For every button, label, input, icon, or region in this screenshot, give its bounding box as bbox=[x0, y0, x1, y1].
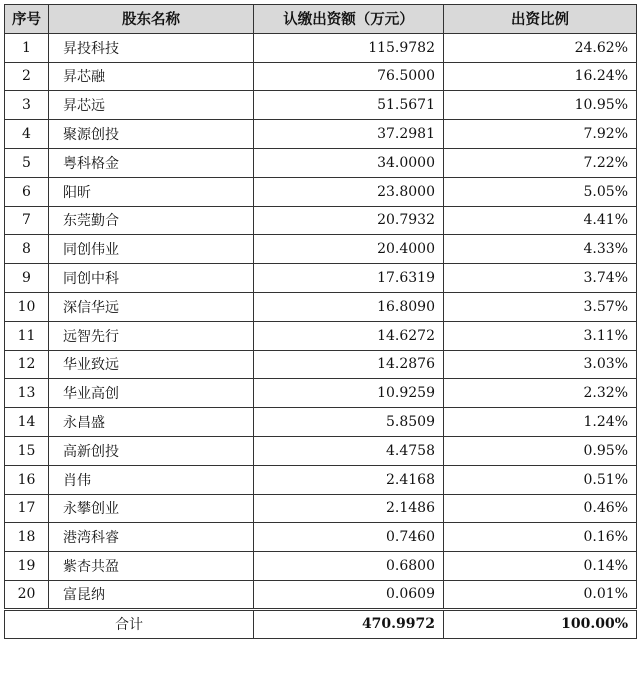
table-row bbox=[5, 321, 637, 350]
row-shareholder-name: 聚源创投 bbox=[49, 120, 254, 149]
header-index: 序号 bbox=[5, 5, 49, 34]
table-row bbox=[5, 580, 637, 609]
row-subscribed-amount: 23.8000 bbox=[254, 177, 444, 206]
row-shareholder-name: 华业高创 bbox=[49, 379, 254, 408]
table-row bbox=[5, 408, 637, 437]
row-index: 3 bbox=[5, 91, 49, 120]
row-shareholder-name: 紫杏共盈 bbox=[49, 552, 254, 581]
row-shareholder-name: 阳昕 bbox=[49, 177, 254, 206]
row-contribution-ratio: 1.24% bbox=[444, 408, 637, 437]
row-contribution-ratio: 10.95% bbox=[444, 91, 637, 120]
row-subscribed-amount: 34.0000 bbox=[254, 148, 444, 177]
row-index: 13 bbox=[5, 379, 49, 408]
table-row bbox=[5, 206, 637, 235]
header-row bbox=[5, 5, 637, 34]
header-contribution-ratio: 出资比例 bbox=[444, 5, 637, 34]
total-label: 合计 bbox=[5, 609, 254, 638]
row-subscribed-amount: 16.8090 bbox=[254, 292, 444, 321]
table-row bbox=[5, 148, 637, 177]
table-row bbox=[5, 33, 637, 62]
row-index: 2 bbox=[5, 62, 49, 91]
row-subscribed-amount: 14.6272 bbox=[254, 321, 444, 350]
row-index: 11 bbox=[5, 321, 49, 350]
row-shareholder-name: 同创伟业 bbox=[49, 235, 254, 264]
row-subscribed-amount: 4.4758 bbox=[254, 436, 444, 465]
row-contribution-ratio: 3.57% bbox=[444, 292, 637, 321]
row-contribution-ratio: 3.11% bbox=[444, 321, 637, 350]
table-row bbox=[5, 494, 637, 523]
row-shareholder-name: 富昆纳 bbox=[49, 580, 254, 609]
row-index: 15 bbox=[5, 436, 49, 465]
row-subscribed-amount: 0.7460 bbox=[254, 523, 444, 552]
row-index: 20 bbox=[5, 580, 49, 609]
row-shareholder-name: 东莞勤合 bbox=[49, 206, 254, 235]
row-subscribed-amount: 5.8509 bbox=[254, 408, 444, 437]
row-subscribed-amount: 20.7932 bbox=[254, 206, 444, 235]
total-row bbox=[5, 609, 637, 638]
row-subscribed-amount: 17.6319 bbox=[254, 264, 444, 293]
table-row bbox=[5, 350, 637, 379]
row-subscribed-amount: 20.4000 bbox=[254, 235, 444, 264]
row-index: 6 bbox=[5, 177, 49, 206]
header-subscribed-amount: 认缴出资额（万元） bbox=[254, 5, 444, 34]
row-shareholder-name: 高新创投 bbox=[49, 436, 254, 465]
row-contribution-ratio: 7.92% bbox=[444, 120, 637, 149]
row-index: 5 bbox=[5, 148, 49, 177]
table-row bbox=[5, 235, 637, 264]
row-shareholder-name: 粤科格金 bbox=[49, 148, 254, 177]
shareholder-table bbox=[4, 4, 637, 639]
row-index: 1 bbox=[5, 33, 49, 62]
row-subscribed-amount: 2.4168 bbox=[254, 465, 444, 494]
row-shareholder-name: 华业致远 bbox=[49, 350, 254, 379]
row-shareholder-name: 港湾科睿 bbox=[49, 523, 254, 552]
table-row bbox=[5, 91, 637, 120]
row-index: 7 bbox=[5, 206, 49, 235]
row-shareholder-name: 永攀创业 bbox=[49, 494, 254, 523]
row-subscribed-amount: 0.6800 bbox=[254, 552, 444, 581]
table-row bbox=[5, 436, 637, 465]
row-shareholder-name: 昇投科技 bbox=[49, 33, 254, 62]
row-index: 17 bbox=[5, 494, 49, 523]
table-row bbox=[5, 264, 637, 293]
row-contribution-ratio: 0.14% bbox=[444, 552, 637, 581]
row-contribution-ratio: 0.95% bbox=[444, 436, 637, 465]
row-subscribed-amount: 76.5000 bbox=[254, 62, 444, 91]
row-subscribed-amount: 14.2876 bbox=[254, 350, 444, 379]
table-row bbox=[5, 62, 637, 91]
table-row bbox=[5, 552, 637, 581]
row-subscribed-amount: 37.2981 bbox=[254, 120, 444, 149]
row-index: 10 bbox=[5, 292, 49, 321]
row-shareholder-name: 永昌盛 bbox=[49, 408, 254, 437]
table-row bbox=[5, 177, 637, 206]
row-subscribed-amount: 115.9782 bbox=[254, 33, 444, 62]
header-shareholder-name: 股东名称 bbox=[49, 5, 254, 34]
table-row bbox=[5, 465, 637, 494]
row-index: 18 bbox=[5, 523, 49, 552]
row-contribution-ratio: 3.03% bbox=[444, 350, 637, 379]
shareholder-table-container bbox=[4, 4, 636, 639]
row-index: 4 bbox=[5, 120, 49, 149]
row-shareholder-name: 肖伟 bbox=[49, 465, 254, 494]
table-row bbox=[5, 292, 637, 321]
row-index: 8 bbox=[5, 235, 49, 264]
row-subscribed-amount: 0.0609 bbox=[254, 580, 444, 609]
table-row bbox=[5, 523, 637, 552]
table-row bbox=[5, 120, 637, 149]
row-contribution-ratio: 4.41% bbox=[444, 206, 637, 235]
row-shareholder-name: 同创中科 bbox=[49, 264, 254, 293]
row-subscribed-amount: 10.9259 bbox=[254, 379, 444, 408]
row-contribution-ratio: 5.05% bbox=[444, 177, 637, 206]
row-index: 14 bbox=[5, 408, 49, 437]
row-subscribed-amount: 2.1486 bbox=[254, 494, 444, 523]
row-contribution-ratio: 7.22% bbox=[444, 148, 637, 177]
row-shareholder-name: 昇芯融 bbox=[49, 62, 254, 91]
row-contribution-ratio: 16.24% bbox=[444, 62, 637, 91]
table-body bbox=[5, 33, 637, 609]
row-contribution-ratio: 24.62% bbox=[444, 33, 637, 62]
row-contribution-ratio: 2.32% bbox=[444, 379, 637, 408]
row-contribution-ratio: 0.16% bbox=[444, 523, 637, 552]
row-index: 19 bbox=[5, 552, 49, 581]
row-shareholder-name: 远智先行 bbox=[49, 321, 254, 350]
row-index: 9 bbox=[5, 264, 49, 293]
row-contribution-ratio: 4.33% bbox=[444, 235, 637, 264]
row-contribution-ratio: 0.01% bbox=[444, 580, 637, 609]
row-subscribed-amount: 51.5671 bbox=[254, 91, 444, 120]
row-contribution-ratio: 3.74% bbox=[444, 264, 637, 293]
row-index: 16 bbox=[5, 465, 49, 494]
row-contribution-ratio: 0.51% bbox=[444, 465, 637, 494]
total-ratio: 100.00% bbox=[444, 609, 637, 638]
table-row bbox=[5, 379, 637, 408]
row-shareholder-name: 昇芯远 bbox=[49, 91, 254, 120]
total-amount: 470.9972 bbox=[254, 609, 444, 638]
row-contribution-ratio: 0.46% bbox=[444, 494, 637, 523]
row-shareholder-name: 深信华远 bbox=[49, 292, 254, 321]
row-index: 12 bbox=[5, 350, 49, 379]
